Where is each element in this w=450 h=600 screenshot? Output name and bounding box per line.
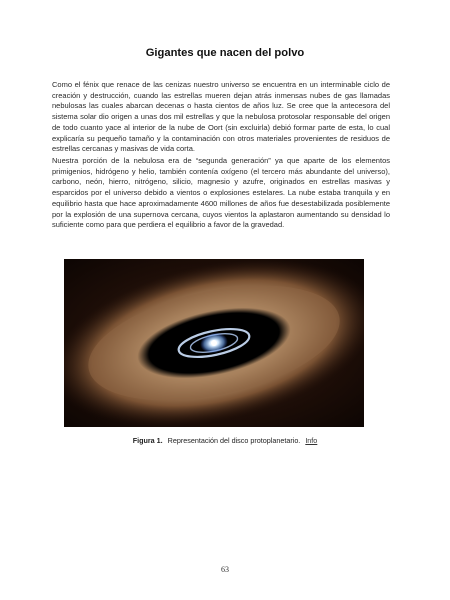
figure-info-link[interactable]: Info [305,436,318,445]
protoplanetary-disk-image [64,259,364,427]
figure-caption [0,436,450,445]
paragraph-nebula: Nuestra porción de la nebulosa era de “segunda generación” ya que aparte de los elementos primigenios, hidrógeno y helio, también contenía oxígeno (el tercero más abundante del universo), carbono, neón, hierro, nitrógeno, silicio, magnesio y azufre, originados en estrellas masivas y esparcidos por el universo debido a vientos o explosiones estelares. La nube estaba tranquila y en equilibrio hasta que hace aproximadamente 4600 millones de años fue desestabilizada posiblemente por la explosión de una supernova cercana, cuyos vientos la aplastaron aumentando su densidad lo suficiente como para que perdiera el equilibrio a favor de la gravedad. [52,156,390,230]
figure-label: Figura 1. [132,436,163,445]
paragraph-intro: Como el fénix que renace de las cenizas nuestro universo se encuentra en un interminable ciclo de creación y destrucción, cuando las estrellas mueren dejan atrás inmensas nubes de gas llamadas nebulosas las cuales abarcan decenas o hasta cientos de años luz. Se cree que la antecesora del sistema solar dio origen a unas dos mil estrellas y que la nebulosa protosolar responsable del origen de todo cuanto yace al interior de la nube de Oort (sin excluirla) debió formar parte de esta, lo cual explicaría su pequeño tamaño y la contaminación con otros materiales provenientes de residuos de estrellas cercanas y masivas de vida corta. [52,80,390,154]
figure-caption-text: Representación del disco protoplanetario. [167,436,301,445]
page-title: Gigantes que nacen del polvo [145,47,305,59]
page-number: 63 [221,565,229,574]
